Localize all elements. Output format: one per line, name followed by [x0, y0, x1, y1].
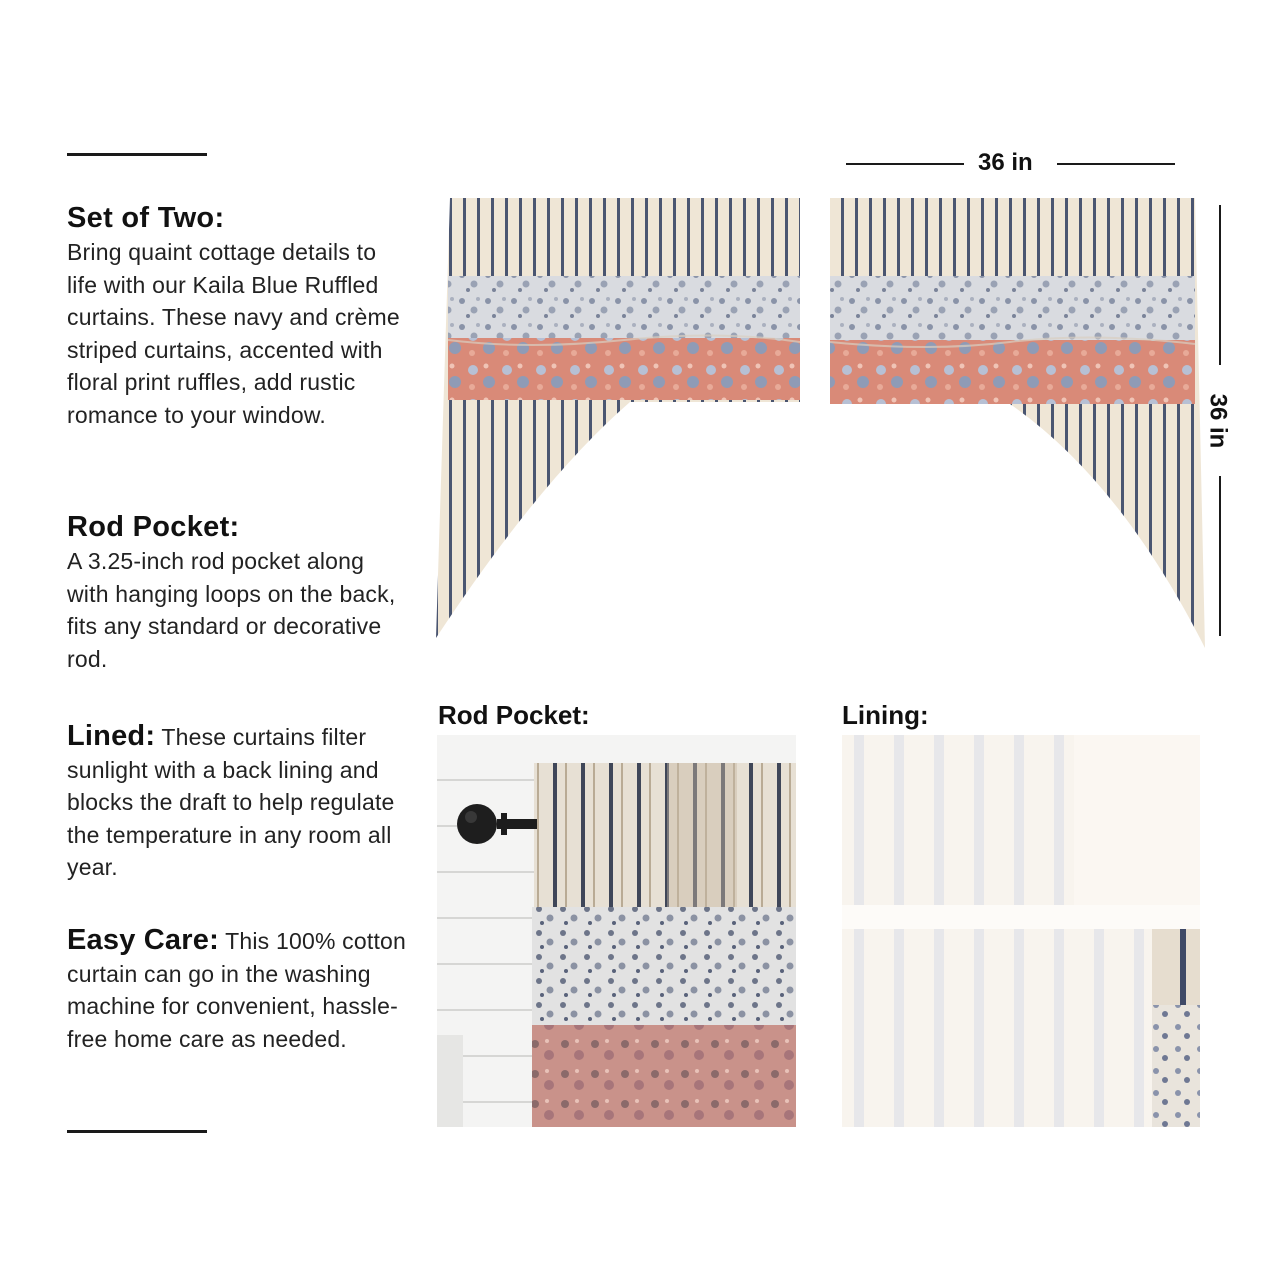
section-easy-care — [67, 924, 407, 1055]
section-heading: Rod Pocket: — [67, 511, 240, 543]
height-dimension-line-top — [1219, 205, 1221, 365]
section-body: This 100% cotton curtain can go in the washing machine for convenient, hassle-free home care as needed. — [67, 928, 407, 1052]
width-dimension-line-right — [1057, 163, 1175, 165]
section-body: Bring quaint cottage details to life with our Kaila Blue Ruffled curtains. These navy and crème striped curtains, accented with floral print ruffles, add rustic romance to your window. — [67, 239, 400, 428]
rod-pocket-photo — [437, 735, 796, 1127]
width-dimension-line-left — [846, 163, 964, 165]
top-rule — [67, 153, 207, 156]
section-heading: Set of Two: — [67, 202, 225, 234]
section-lined — [67, 720, 407, 884]
rod-pocket-photo-label: Rod Pocket: — [438, 700, 590, 730]
left-swag-panel — [436, 198, 800, 638]
bottom-rule — [67, 1130, 207, 1133]
section-set-of-two — [67, 200, 407, 431]
section-body: These curtains filter sunlight with a back lining and blocks the draft to help regulate the temperature in any room all year. — [67, 724, 395, 880]
section-heading: Lined: — [67, 720, 156, 752]
height-dimension-line-bottom — [1219, 476, 1221, 636]
section-heading: Easy Care: — [67, 924, 219, 956]
right-swag-panel — [830, 198, 1205, 648]
width-dimension-label: 36 in — [978, 149, 1033, 176]
swag-curtains-illustration — [430, 190, 1210, 660]
section-body: A 3.25-inch rod pocket along with hanging loops on the back, fits any standard or decorative rod. — [67, 548, 396, 672]
lining-photo-label: Lining: — [842, 700, 929, 730]
height-dimension-label: 36 in — [1204, 393, 1232, 449]
lining-photo — [842, 735, 1200, 1127]
section-rod-pocket — [67, 509, 407, 675]
